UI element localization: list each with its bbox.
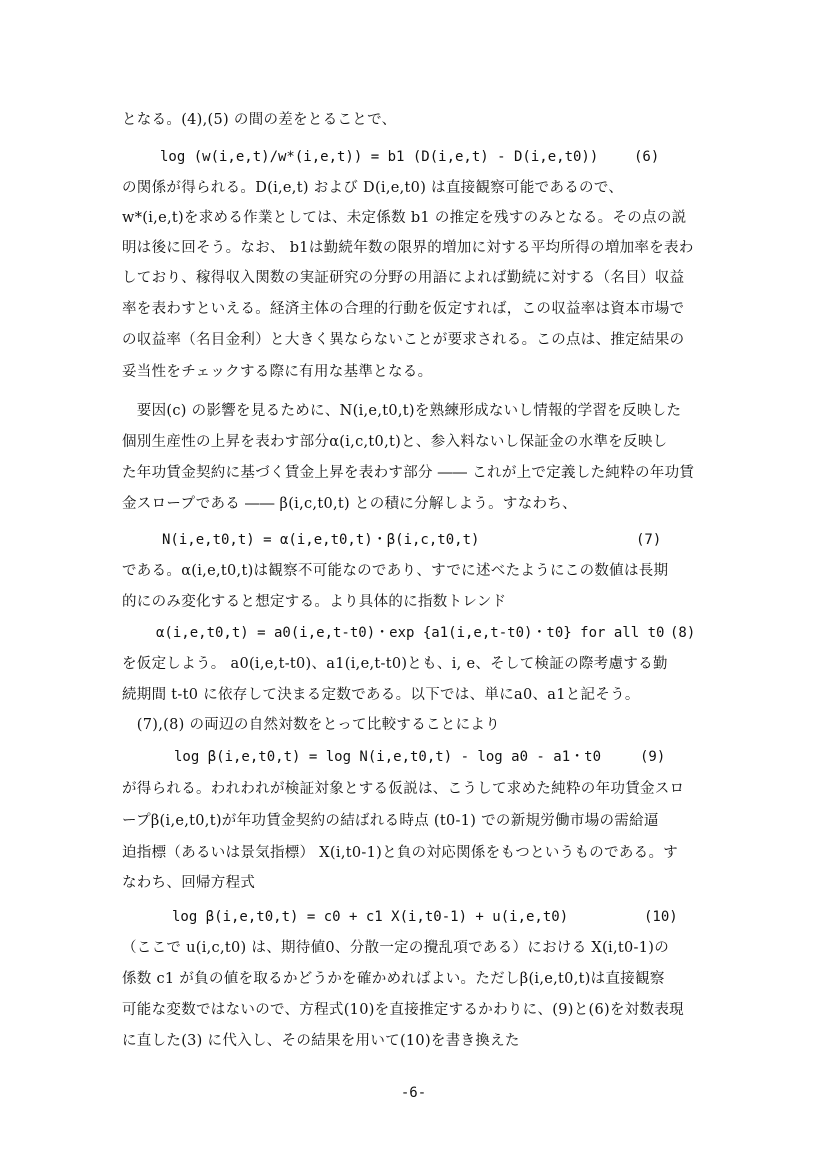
paragraph-line: 可能な変数ではないので、方程式(10)を直接推定するかわりに、(9)と(6)を対数表現 [122,1002,684,1018]
paragraph-line: の関係が得られる。D(i,e,t) および D(i,e,t0) は直接観察可能であるので、 [122,180,624,196]
equation-7: N(i,e,t0,t) = α(i,e,t0,t)・β(i,c,t0,t) [162,532,480,548]
paragraph-line: ープβ(i,e,t0,t)が年功賃金契約の結ばれる時点 (t0-1) での新規労働市場の需給逼 [122,813,659,829]
paragraph-line: 率を表わすといえる。経済主体の合理的行動を仮定すれば，この収益率は資本市場で [122,301,685,317]
paragraph-line: 続期間 t-t0 に依存して決まる定数である。以下では、単にa0、a1と記そう。 [122,687,640,703]
equation-10: log β(i,e,t0,t) = c0 + c1 X(i,t0-1) + u(i,e,t0) [172,909,569,925]
paragraph-line: の収益率（名目金利）と大きく異ならないことが要求される。この点は、推定結果の [122,332,685,348]
equation-number-6: (6) [634,149,660,165]
paragraph-line: 個別生産性の上昇を表わす部分α(i,c,t0,t)と、参入料ないし保証金の水準を反映し [122,434,668,450]
equation-number-8: (8) [670,625,696,641]
paragraph-line: 的にのみ変化すると想定する。より具体的に指数トレンド [122,594,507,610]
paragraph-line: （ここで u(i,c,t0) は、期待値0、分散一定の攪乱項である）における X(i,t0-1)の [122,940,669,956]
paragraph-line: 明は後に回そう。なお、 b1は勤続年数の限界的増加に対する平均所得の増加率を表わ [122,240,694,256]
equation-number-10: (10) [644,909,678,925]
page-number: -6- [400,1085,427,1101]
paragraph-line: 係数 c1 が負の値を取るかどうかを確かめればよい。ただしβ(i,e,t0,t)は直接観察 [122,971,665,987]
paragraph-line: 金スロープである ―― β(i,c,t0,t) との積に分解しよう。すなわち、 [122,496,577,512]
paragraph-line: しており、稼得収入関数の実証研究の分野の用語によれば勤続に対する（名目）収益 [122,270,685,286]
equation-number-9: (9) [640,749,666,765]
paragraph-line: 妥当性をチェックする際に有用な基準となる。 [122,364,433,380]
paragraph-line: 要因(c) の影響を見るために、N(i,e,t0,t)を熟練形成ないし情報的学習を反映した [122,403,682,419]
equation-8: α(i,e,t0,t) = a0(i,e,t-t0)・exp {a1(i,e,t-t0)・t0} for all t0 [156,625,665,641]
equation-number-7: (7) [636,532,662,548]
paragraph-line: を仮定しよう。 a0(i,e,t-t0)、a1(i,e,t-t0)とも、i, e、そして検証の際考慮する勤 [122,656,668,672]
paragraph-line: なわち、回帰方程式 [122,875,256,891]
equation-9: log β(i,e,t0,t) = log N(i,e,t0,t) - log a0 - a1・t0 [174,749,602,765]
paragraph-line: 迫指標（あるいは景気指標） X(i,t0-1)と負の対応関係をもつというものである。す [122,845,679,861]
paragraph-line: となる。(4),(5) の間の差をとることで、 [122,112,397,128]
paragraph-line: (7),(8) の両辺の自然対数をとって比較することにより [122,717,501,733]
paragraph-line: である。α(i,e,t0,t)は観察不可能なのであり、すでに述べたようにこの数値は長期 [122,563,669,579]
equation-6: log (w(i,e,t)/w*(i,e,t)) = b1 (D(i,e,t) - D(i,e,t0)) [160,149,599,165]
paragraph-line: w*(i,e,t)を求める作業としては、未定係数 b1 の推定を残すのみとなる。その点の説 [122,210,687,226]
paragraph-line: た年功賃金契約に基づく賃金上昇を表わす部分 ―― これが上で定義した純粋の年功賃 [122,465,695,481]
paragraph-line: が得られる。われわれが検証対象とする仮説は、こうして求めた純粋の年功賃金スロ [122,781,685,797]
paragraph-line: に直した(3) に代入し、その結果を用いて(10)を書き換えた [122,1033,520,1049]
